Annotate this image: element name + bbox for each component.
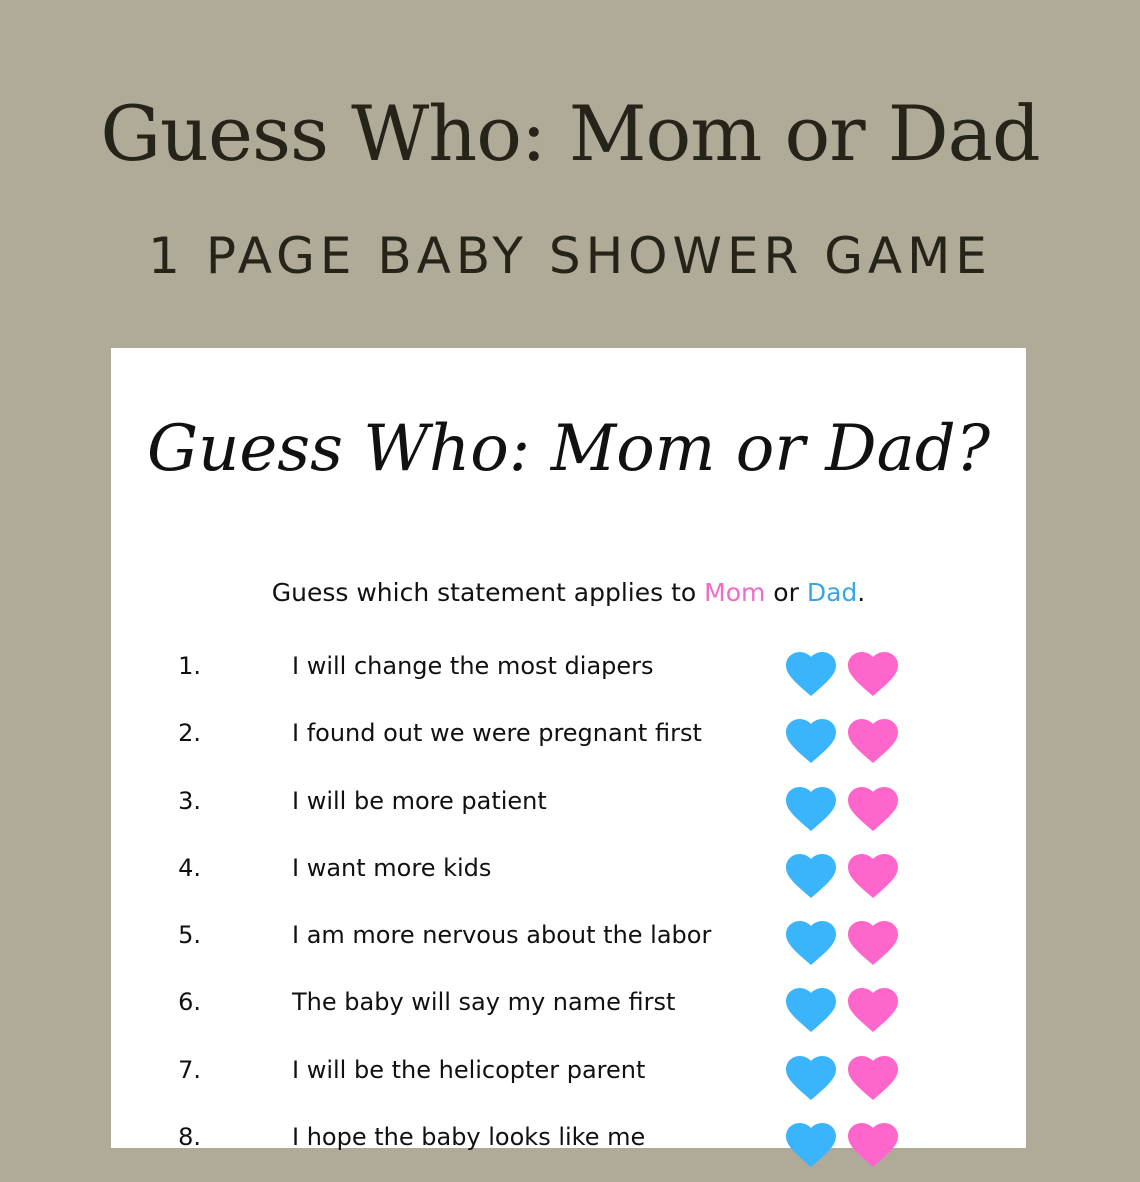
statement-number: 4. <box>178 853 201 882</box>
statement-text: I will be more patient <box>292 786 547 815</box>
statement-item <box>111 1048 1026 1115</box>
pink-heart-icon[interactable] <box>848 854 898 898</box>
pink-heart-icon[interactable] <box>848 652 898 696</box>
statement-number: 1. <box>178 652 201 680</box>
banner-title: Guess Who: Mom or Dad <box>100 89 1040 178</box>
statement-number: 3. <box>178 786 201 815</box>
blue-heart-icon[interactable] <box>786 652 836 696</box>
blue-heart-icon[interactable] <box>786 787 836 831</box>
blue-heart-icon[interactable] <box>786 854 836 898</box>
pink-heart-icon[interactable] <box>848 988 898 1032</box>
statement-text: I want more kids <box>292 853 492 882</box>
card-title: Guess Who: Mom or Dad? <box>147 412 990 486</box>
statement-text: The baby will say my name first <box>292 988 676 1017</box>
blue-heart-icon[interactable] <box>786 719 836 763</box>
statement-text: I will be the helicopter parent <box>292 1055 646 1084</box>
statement-number: 5. <box>178 921 201 950</box>
instruction-text <box>111 578 1026 607</box>
blue-heart-icon[interactable] <box>786 988 836 1032</box>
statement-item <box>111 644 1026 711</box>
statement-item <box>111 980 1026 1047</box>
statement-text: I hope the baby looks like me <box>292 1123 646 1152</box>
statement-list <box>111 644 1026 1182</box>
statement-item <box>111 913 1026 980</box>
blue-heart-icon[interactable] <box>786 1123 836 1167</box>
statement-text: I will change the most diapers <box>292 652 654 680</box>
statement-number: 7. <box>178 1055 201 1084</box>
blue-heart-icon[interactable] <box>786 1056 836 1100</box>
pink-heart-icon[interactable] <box>848 787 898 831</box>
blue-heart-icon[interactable] <box>786 921 836 965</box>
pink-heart-icon[interactable] <box>848 1056 898 1100</box>
pink-heart-icon[interactable] <box>848 719 898 763</box>
pink-heart-icon[interactable] <box>848 1123 898 1167</box>
statement-text: I am more nervous about the labor <box>292 921 712 950</box>
instruction-suffix: . <box>857 578 866 607</box>
statement-number: 8. <box>178 1123 201 1152</box>
instruction-dad: Dad <box>806 578 858 607</box>
pink-heart-icon[interactable] <box>848 921 898 965</box>
game-card <box>111 348 1026 1152</box>
statement-text: I found out we were pregnant first <box>292 719 702 748</box>
instruction-mom: Mom <box>704 578 766 607</box>
statement-item <box>111 711 1026 778</box>
statement-number: 2. <box>178 719 201 748</box>
instruction-prefix: Guess which statement applies to <box>271 578 705 607</box>
statement-number: 6. <box>178 988 201 1017</box>
statement-item <box>111 846 1026 913</box>
statement-item <box>111 1115 1026 1182</box>
statement-item <box>111 779 1026 846</box>
banner-subtitle: 1 PAGE BABY SHOWER GAME <box>148 227 992 285</box>
instruction-middle: or <box>765 578 807 607</box>
